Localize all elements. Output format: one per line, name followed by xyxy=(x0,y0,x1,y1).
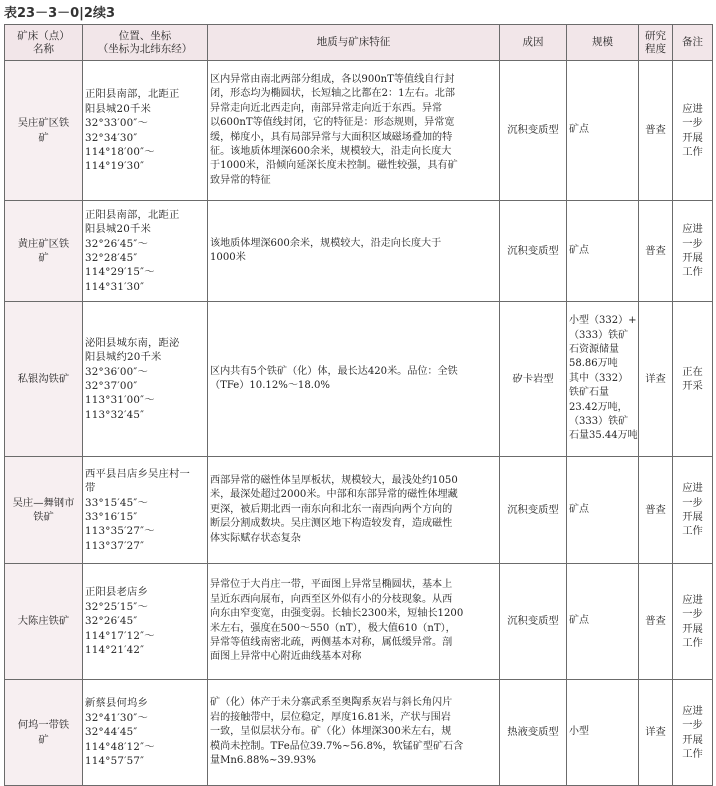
cell-features-line: 米，最深处超过2000米。中部和东部异常的磁性体埋藏 xyxy=(210,489,458,501)
cell-research-line: 详查 xyxy=(645,726,666,739)
cell-scale xyxy=(567,201,639,302)
cell-note-line: 工作 xyxy=(682,145,703,158)
cell-features-line: 更深，被后期北西一南东向和北东一南西向两个方向的 xyxy=(210,503,453,515)
cell-genesis: 沉积变质型 xyxy=(500,457,567,564)
cell-research xyxy=(639,201,673,302)
cell-name-line: 矿 xyxy=(38,252,49,264)
table-row xyxy=(5,564,713,680)
cell-location-line: 32°36′00″～ xyxy=(85,365,148,378)
cell-research xyxy=(639,302,673,457)
cell-features-line: 模尚未控制。TFe品位39.7%~56.8%，软锰矿型矿石含 xyxy=(210,740,464,752)
cell-features-line: 异常等值线南密北疏，两侧基本对称，属低缓异常。剖 xyxy=(210,636,453,648)
cell-note-line: 正在 xyxy=(682,365,703,378)
cell-scale-line: 23.42万吨， xyxy=(569,401,628,413)
cell-location-line: 114°19′30″ xyxy=(85,160,145,173)
cell-location-line: 113°31′00″～ xyxy=(85,394,155,407)
cell-location-line: 泌阳县城东南，距泌 xyxy=(85,336,180,349)
cell-note-line: 一步 xyxy=(682,496,703,509)
cell-location-line: 新蔡县何坞乡 xyxy=(85,697,148,710)
cell-location-line: 正阳县老店乡 xyxy=(85,586,148,599)
cell-features-line: 以600nT等值线封闭，它的特征是：形态规则，异常宽 xyxy=(210,117,455,129)
cell-name xyxy=(5,457,83,564)
cell-research xyxy=(639,457,673,564)
cell-location-line: 113°37′27″ xyxy=(85,539,145,552)
cell-scale-line: 58.86万吨 xyxy=(569,358,618,370)
cell-name xyxy=(5,61,83,201)
cell-location-line: 阳县城约20千米 xyxy=(85,351,162,364)
cell-scale-line: 其中（332） xyxy=(569,372,629,384)
cell-location-line: 32°33′00″～ xyxy=(85,117,148,130)
cell-features-line: 缓，梯度小，具有局部异常与大面积区域磁场叠加的特 xyxy=(210,131,453,143)
cell-scale-line: 小型（332）+ xyxy=(569,315,637,327)
cell-features-line: 呈近东西向展布，向西至区外似有小的分枝现象。从西 xyxy=(210,593,453,605)
cell-name-line: 矿 xyxy=(38,733,49,746)
cell-note-line: 工作 xyxy=(682,266,703,279)
cell-scale-line: 矿点 xyxy=(569,124,589,136)
cell-features-line: （TFe）10.12%～18.0% xyxy=(210,380,330,391)
cell-scale-line: 矿点 xyxy=(569,244,589,256)
cell-note-line: 一步 xyxy=(682,608,703,621)
cell-location-line: 阳县城20千米 xyxy=(85,223,151,236)
cell-note-line: 开展 xyxy=(682,252,703,264)
cell-location-line: 32°44′45″ xyxy=(85,726,138,739)
cell-location xyxy=(83,201,208,302)
cell-features-line: 异常位于大肖庄一带，平面图上异常呈椭圆状，基本上 xyxy=(210,579,453,591)
cell-note-line: 工作 xyxy=(682,525,703,538)
cell-name-line: 大陈庄铁矿 xyxy=(17,615,70,628)
cell-features-line: 西部异常的磁性体呈厚板状，规模较大，最浅处约1050 xyxy=(210,474,458,486)
cell-scale xyxy=(567,457,639,564)
cell-location xyxy=(83,564,208,680)
cell-features-line: 致异常的特征 xyxy=(210,174,271,186)
cell-research-line: 普查 xyxy=(645,244,666,257)
cell-note xyxy=(673,302,713,457)
table-row xyxy=(5,61,713,201)
cell-features-line: 1000米 xyxy=(210,252,246,263)
cell-note-line: 应进 xyxy=(682,482,703,495)
cell-genesis: 矽卡岩型 xyxy=(500,302,567,457)
cell-features-line: 体实际赋存状态复杂 xyxy=(210,532,301,544)
table-row xyxy=(5,201,713,302)
cell-features-line: 一致，呈似层状分布。矿（化）体埋深300米左右，规 xyxy=(210,726,452,738)
cell-note-line: 开展 xyxy=(682,131,703,144)
cell-note-line: 应进 xyxy=(682,704,703,717)
cell-location xyxy=(83,457,208,564)
cell-features-line: 于1000米，沿倾向延深长度未控制。磁性较强，具有矿 xyxy=(210,160,458,172)
header-note: 备注 xyxy=(673,25,713,61)
cell-note xyxy=(673,457,713,564)
cell-scale-line: 小型 xyxy=(569,726,589,738)
cell-location-line: 32°41′30″～ xyxy=(85,711,148,724)
cell-name-line: 矿 xyxy=(38,131,49,144)
cell-location-line: 32°26′45″～ xyxy=(85,237,148,250)
cell-scale xyxy=(567,61,639,201)
cell-note xyxy=(673,680,713,786)
cell-note-line: 工作 xyxy=(682,747,703,760)
cell-features xyxy=(208,302,500,457)
cell-research-line: 普查 xyxy=(645,615,666,628)
cell-location-line: 33°16′15″ xyxy=(85,511,138,523)
cell-features-line: 向东由窄变宽，由强变弱。长轴长2300米，短轴长1200 xyxy=(210,608,464,620)
cell-location-line: 114°31′30″ xyxy=(85,280,145,293)
cell-location-line: 正阳县南部，北距正 xyxy=(85,88,180,101)
cell-genesis: 热液变质型 xyxy=(500,680,567,786)
cell-note xyxy=(673,564,713,680)
cell-location-line: 西平县吕店乡吴庄村一 xyxy=(85,467,190,480)
cell-scale-line: 矿点 xyxy=(569,503,589,515)
header-scale: 规模 xyxy=(567,25,639,61)
table-row xyxy=(5,457,713,564)
cell-location-line: 114°18′00″～ xyxy=(85,145,155,158)
cell-location-line: 32°25′15″～ xyxy=(85,600,148,613)
cell-location-line: 阳县城20千米 xyxy=(85,102,151,115)
cell-note-line: 开采 xyxy=(682,380,703,392)
cell-note xyxy=(673,61,713,201)
cell-location-line: 114°57′57″ xyxy=(85,755,145,768)
cell-features xyxy=(208,680,500,786)
cell-research-line: 普查 xyxy=(645,503,666,516)
cell-features xyxy=(208,61,500,201)
cell-scale xyxy=(567,302,639,457)
table-row xyxy=(5,302,713,457)
cell-features-line: 岩的接触带中，层位稳定，厚度16.81米，产状与围岩 xyxy=(210,711,451,723)
cell-name-line: 何坞一带铁 xyxy=(17,719,70,732)
cell-scale xyxy=(567,680,639,786)
cell-location-line: 114°21′42″ xyxy=(85,644,145,657)
cell-location xyxy=(83,61,208,201)
cell-name-line: 私银沟铁矿 xyxy=(17,372,70,385)
cell-scale-line: 铁矿石量 xyxy=(569,387,609,399)
cell-name-line: 铁矿 xyxy=(33,511,54,523)
table-row xyxy=(5,680,713,786)
cell-location-line: 32°34′30″ xyxy=(85,131,138,144)
cell-genesis: 沉积变质型 xyxy=(500,201,567,302)
header-features: 地质与矿床特征 xyxy=(208,25,500,61)
cell-name xyxy=(5,201,83,302)
cell-location-line: 33°15′45″～ xyxy=(85,496,148,509)
cell-location-line: 114°48′12″～ xyxy=(85,740,155,753)
cell-location-line: 正阳县南部，北距正 xyxy=(85,208,180,221)
cell-note-line: 应进 xyxy=(682,223,703,236)
ore-deposit-table xyxy=(4,24,713,786)
cell-name xyxy=(5,680,83,786)
cell-note-line: 一步 xyxy=(682,117,703,130)
cell-note-line: 开展 xyxy=(682,622,703,635)
cell-features-line: 面图上异常中心附近曲线基本对称 xyxy=(210,651,362,663)
cell-location-line: 32°28′45″ xyxy=(85,252,138,264)
cell-features-line: 米左右，强度在500～550（nT），极大值610（nT）， xyxy=(210,622,456,634)
cell-location-line: 带 xyxy=(85,482,96,495)
table-caption: 表23－3－0|2续3 xyxy=(4,6,116,21)
cell-research xyxy=(639,680,673,786)
cell-scale xyxy=(567,564,639,680)
cell-scale-line: （333）铁矿 xyxy=(569,329,629,341)
cell-research xyxy=(639,61,673,201)
cell-name xyxy=(5,302,83,457)
cell-location-line: 114°17′12″～ xyxy=(85,629,155,642)
cell-scale-line: 石量35.44万吨 xyxy=(569,430,638,442)
cell-features-line: 矿（化）体产于未分寨武系至奥陶系灰岩与斜长角闪片 xyxy=(210,697,453,709)
cell-features xyxy=(208,564,500,680)
cell-features-line: 断层分割成数块。吴庄测区地下构造较发育，造成磁性 xyxy=(210,518,453,530)
header-research: 研究 程度 xyxy=(639,25,673,61)
cell-scale-line: （333）铁矿 xyxy=(569,416,629,428)
cell-note-line: 工作 xyxy=(682,636,703,649)
cell-genesis: 沉积变质型 xyxy=(500,61,567,201)
cell-features-line: 征。该地质体埋深600余米，规模较大，沿走向长度大 xyxy=(210,145,452,157)
cell-research-line: 详查 xyxy=(645,372,666,385)
cell-location-line: 32°37′00″ xyxy=(85,380,138,392)
header-location: 位置、坐标 （坐标为北纬东经） xyxy=(83,25,208,61)
cell-location xyxy=(83,680,208,786)
cell-scale-line: 矿点 xyxy=(569,615,589,627)
cell-note-line: 应进 xyxy=(682,593,703,606)
cell-scale-line: 石资源储量 xyxy=(569,343,619,355)
cell-location-line: 113°32′45″ xyxy=(85,408,145,421)
cell-name-line: 黄庄矿区铁 xyxy=(17,237,70,250)
cell-location-line: 113°35′27″～ xyxy=(85,525,155,538)
cell-note-line: 应进 xyxy=(682,102,703,115)
cell-features-line: 闭，形态均为椭圆状，长短轴之比都在2：1左右。北部 xyxy=(210,88,455,100)
cell-features xyxy=(208,201,500,302)
cell-note-line: 一步 xyxy=(682,237,703,250)
cell-name-line: 吴庄矿区铁 xyxy=(17,117,70,130)
cell-location-line: 32°26′45″ xyxy=(85,615,138,628)
cell-features-line: 区内异常由南北两部分组成，各以900nT等值线自行封 xyxy=(210,73,455,85)
cell-name xyxy=(5,564,83,680)
header-row xyxy=(5,25,713,61)
cell-location xyxy=(83,302,208,457)
header-name: 矿床（点） 名称 xyxy=(5,25,83,61)
cell-features-line: 量Mn6.88%~39.93% xyxy=(210,755,316,767)
cell-name-line: 吴庄—舞钢市 xyxy=(12,496,75,509)
cell-features xyxy=(208,457,500,564)
cell-research xyxy=(639,564,673,680)
cell-features-line: 异常走向近北西走向，南部异常走向近于东西。异常 xyxy=(210,102,443,114)
cell-note-line: 一步 xyxy=(682,719,703,732)
cell-location-line: 114°29′15″～ xyxy=(85,266,155,279)
cell-features-line: 区内共有5个铁矿（化）体，最长达420米。品位：全铁 xyxy=(210,365,458,377)
cell-features-line: 该地质体埋深600余米，规模较大，沿走向长度大于 xyxy=(210,237,442,249)
cell-genesis: 沉积变质型 xyxy=(500,564,567,680)
header-genesis: 成因 xyxy=(500,25,567,61)
cell-research-line: 普查 xyxy=(645,124,666,137)
cell-note-line: 开展 xyxy=(682,511,703,523)
cell-note-line: 开展 xyxy=(682,733,703,746)
cell-note xyxy=(673,201,713,302)
